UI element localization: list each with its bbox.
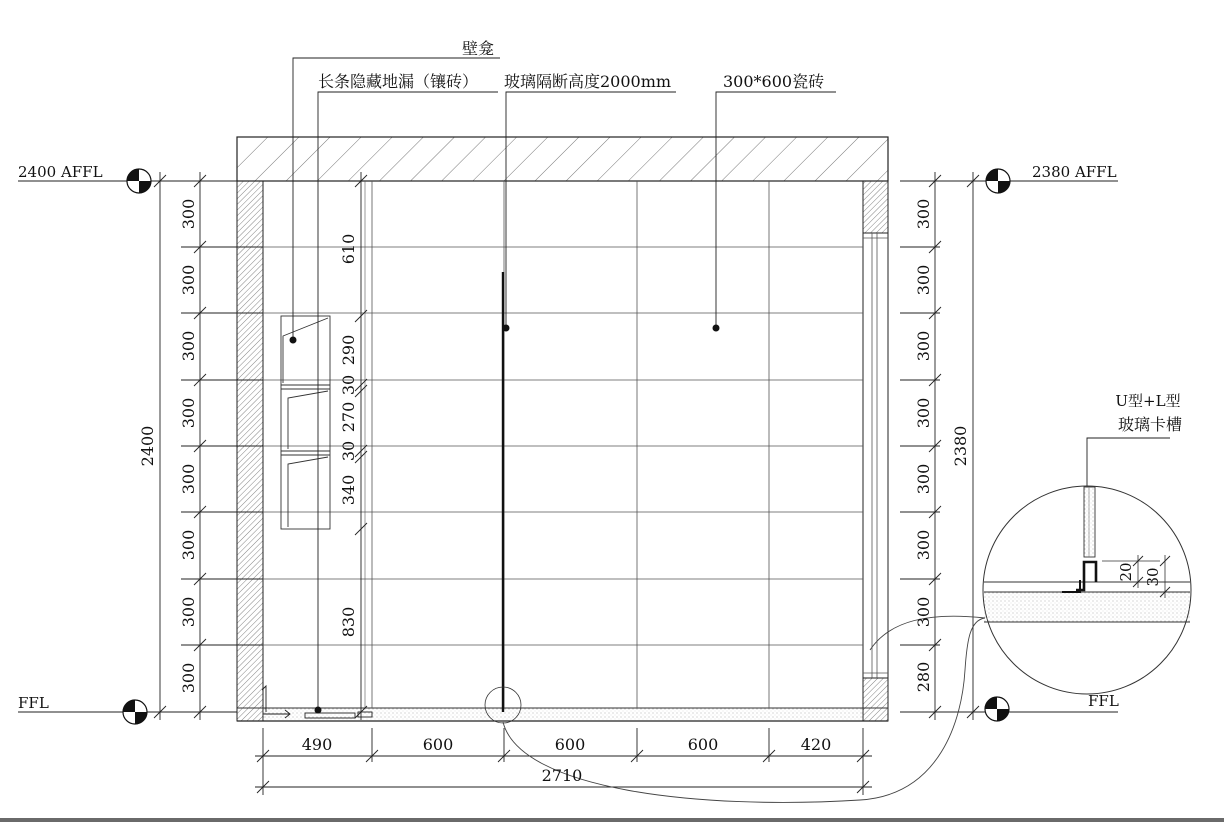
dim-left-total: 2400 bbox=[138, 425, 157, 467]
dim-niche: 30 bbox=[339, 374, 358, 396]
dim-bottom-segment: 600 bbox=[422, 735, 454, 754]
dim-left-row: 300 bbox=[179, 330, 198, 362]
floor-section bbox=[237, 708, 888, 721]
dim-left-row: 300 bbox=[179, 596, 198, 628]
dim-niche: 270 bbox=[339, 401, 358, 433]
dim-left-row: 300 bbox=[179, 463, 198, 495]
label-slot-line1: U型+L型 bbox=[1115, 392, 1181, 410]
level-left-bottom: FFL bbox=[18, 694, 49, 712]
dim-right-row: 300 bbox=[914, 596, 933, 628]
dim-left-row: 300 bbox=[179, 529, 198, 561]
detail-dim-20: 20 bbox=[1117, 562, 1135, 582]
detail-circle bbox=[983, 486, 1191, 694]
dim-right-row: 300 bbox=[914, 463, 933, 495]
dim-bottom-segment: 420 bbox=[800, 735, 832, 754]
dim-left-row: 300 bbox=[179, 397, 198, 429]
dim-niche: 340 bbox=[339, 474, 358, 506]
glass-partition bbox=[485, 272, 521, 723]
dim-bottom-total: 2710 bbox=[541, 766, 583, 785]
dim-right-row: 300 bbox=[914, 397, 933, 429]
label-slot-line2: 玻璃卡槽 bbox=[1117, 415, 1183, 434]
level-marker-left-top bbox=[127, 169, 151, 193]
bottom-border bbox=[0, 818, 1224, 822]
right-wall-section bbox=[863, 181, 888, 721]
label-niche: 壁龛 bbox=[461, 39, 495, 58]
label-drain: 长条隐藏地漏（镶砖） bbox=[318, 72, 479, 91]
level-right-top: 2380 AFFL bbox=[1032, 163, 1117, 181]
dim-right-row: 300 bbox=[914, 264, 933, 296]
dim-niche: 30 bbox=[339, 440, 358, 462]
dim-right-total: 2380 bbox=[951, 425, 970, 467]
label-tile: 300*600瓷砖 bbox=[723, 72, 825, 91]
dim-left-row: 300 bbox=[179, 662, 198, 694]
detail-dim-30: 30 bbox=[1144, 567, 1162, 587]
wall-niche bbox=[281, 316, 330, 529]
leader-dots bbox=[290, 325, 1091, 714]
label-glass: 玻璃隔断高度2000mm bbox=[504, 72, 672, 91]
dim-right-row: 300 bbox=[914, 330, 933, 362]
level-marker-right-bottom bbox=[985, 697, 1009, 721]
ceiling-slab bbox=[237, 137, 888, 181]
dim-right-row: 300 bbox=[914, 198, 933, 230]
dim-bottom-segment: 600 bbox=[554, 735, 586, 754]
dim-niche: 290 bbox=[339, 334, 358, 366]
dim-niche: 610 bbox=[339, 233, 358, 265]
level-right-bottom: FFL bbox=[1088, 692, 1119, 710]
dim-bottom-segment: 490 bbox=[301, 735, 333, 754]
dim-right-row: 280 bbox=[914, 661, 933, 693]
level-left-top: 2400 AFFL bbox=[18, 163, 103, 181]
left-wall-section bbox=[237, 181, 263, 721]
dimension-lines bbox=[154, 172, 979, 795]
dim-bottom-segment: 600 bbox=[687, 735, 719, 754]
level-marker-right-top bbox=[986, 169, 1010, 193]
dim-right-row: 300 bbox=[914, 529, 933, 561]
dim-niche: 830 bbox=[339, 606, 358, 638]
dim-left-row: 300 bbox=[179, 264, 198, 296]
dim-left-row: 300 bbox=[179, 198, 198, 230]
level-marker-left-bottom bbox=[123, 700, 147, 724]
